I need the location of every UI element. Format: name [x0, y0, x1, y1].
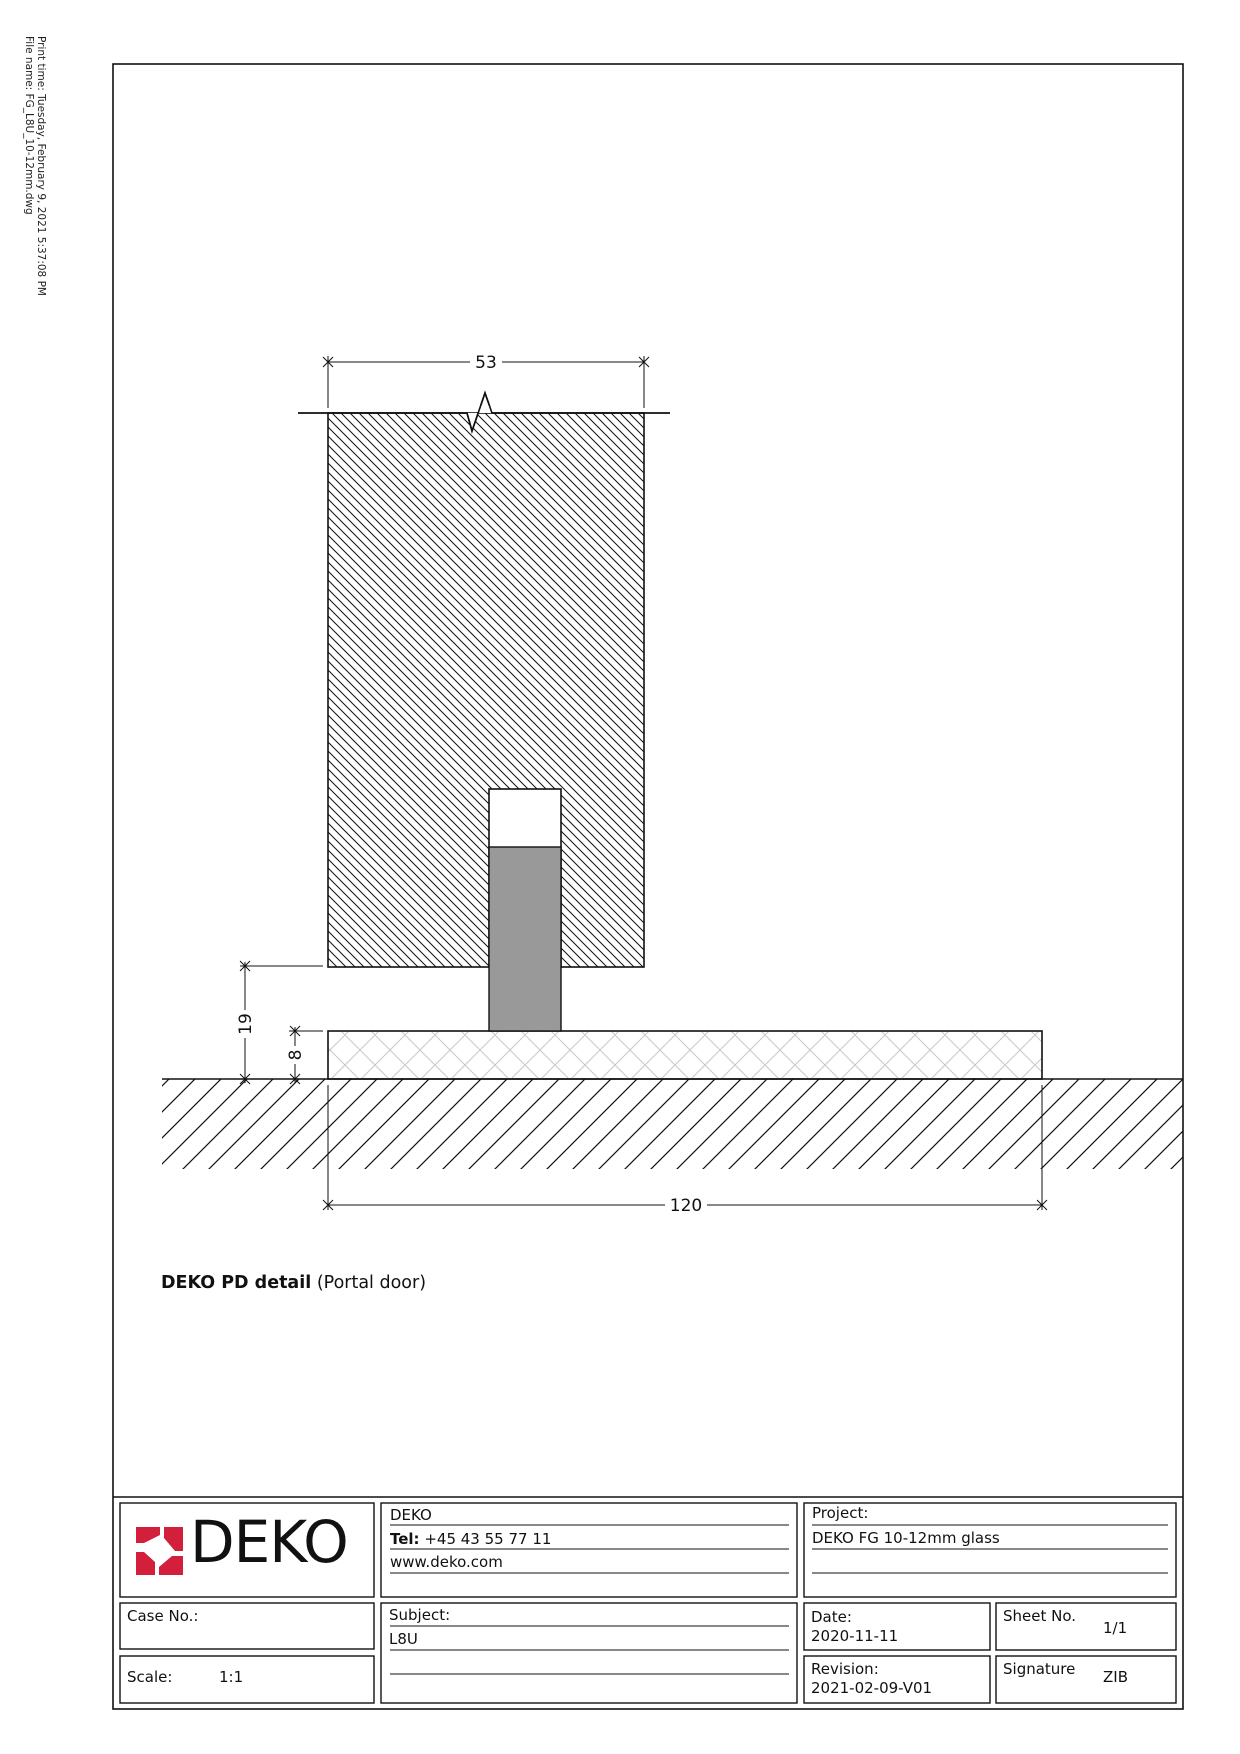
- subject-value: L8U: [389, 1630, 418, 1648]
- revision-label: Revision:: [811, 1660, 879, 1678]
- floor-ground: [162, 1079, 1183, 1169]
- case-label: Case No.:: [127, 1607, 199, 1625]
- dimension-bottom-label: 120: [669, 1196, 703, 1216]
- sheet-border: [113, 64, 1183, 1709]
- dimension-8-label: 8: [286, 1049, 306, 1061]
- print-time: Print time: Tuesday, February 9, 2021 5:37:08 PM: [35, 36, 47, 296]
- tel-value: +45 43 55 77 11: [424, 1530, 552, 1548]
- company-website: www.deko.com: [390, 1553, 503, 1571]
- drawing-caption: [161, 1273, 426, 1293]
- dimension-19-label: 19: [236, 1013, 256, 1035]
- sheet-label: Sheet No.: [1003, 1607, 1077, 1625]
- project-value: DEKO FG 10-12mm glass: [812, 1529, 1000, 1547]
- tel-label: Tel:: [390, 1530, 420, 1548]
- glass-panel: [489, 847, 561, 1031]
- scale-value: 1:1: [219, 1668, 244, 1686]
- revision-value: 2021-02-09-V01: [811, 1679, 933, 1697]
- file-name: File name: FG_L8U_10-12mm.dwg: [23, 36, 35, 215]
- subject-label: Subject:: [389, 1606, 451, 1624]
- threshold-plate: [328, 1031, 1042, 1079]
- caption-title: DEKO PD detail: [161, 1273, 312, 1293]
- company-phone: [390, 1530, 551, 1548]
- signature-value: ZIB: [1103, 1668, 1128, 1686]
- caption-subtitle: (Portal door): [311, 1273, 427, 1293]
- dimension-top-label: 53: [475, 353, 497, 373]
- date-value: 2020-11-11: [811, 1627, 899, 1645]
- door-body: [328, 413, 644, 967]
- date-label: Date:: [811, 1608, 852, 1626]
- company-name: DEKO: [390, 1506, 432, 1524]
- scale-label: Scale:: [127, 1668, 173, 1686]
- project-label: Project:: [812, 1504, 869, 1522]
- signature-label: Signature: [1003, 1660, 1076, 1678]
- sheet-value: 1/1: [1103, 1619, 1128, 1637]
- deko-logo-icon: [136, 1527, 183, 1575]
- deko-logo-wordmark: DEKO: [190, 1508, 348, 1576]
